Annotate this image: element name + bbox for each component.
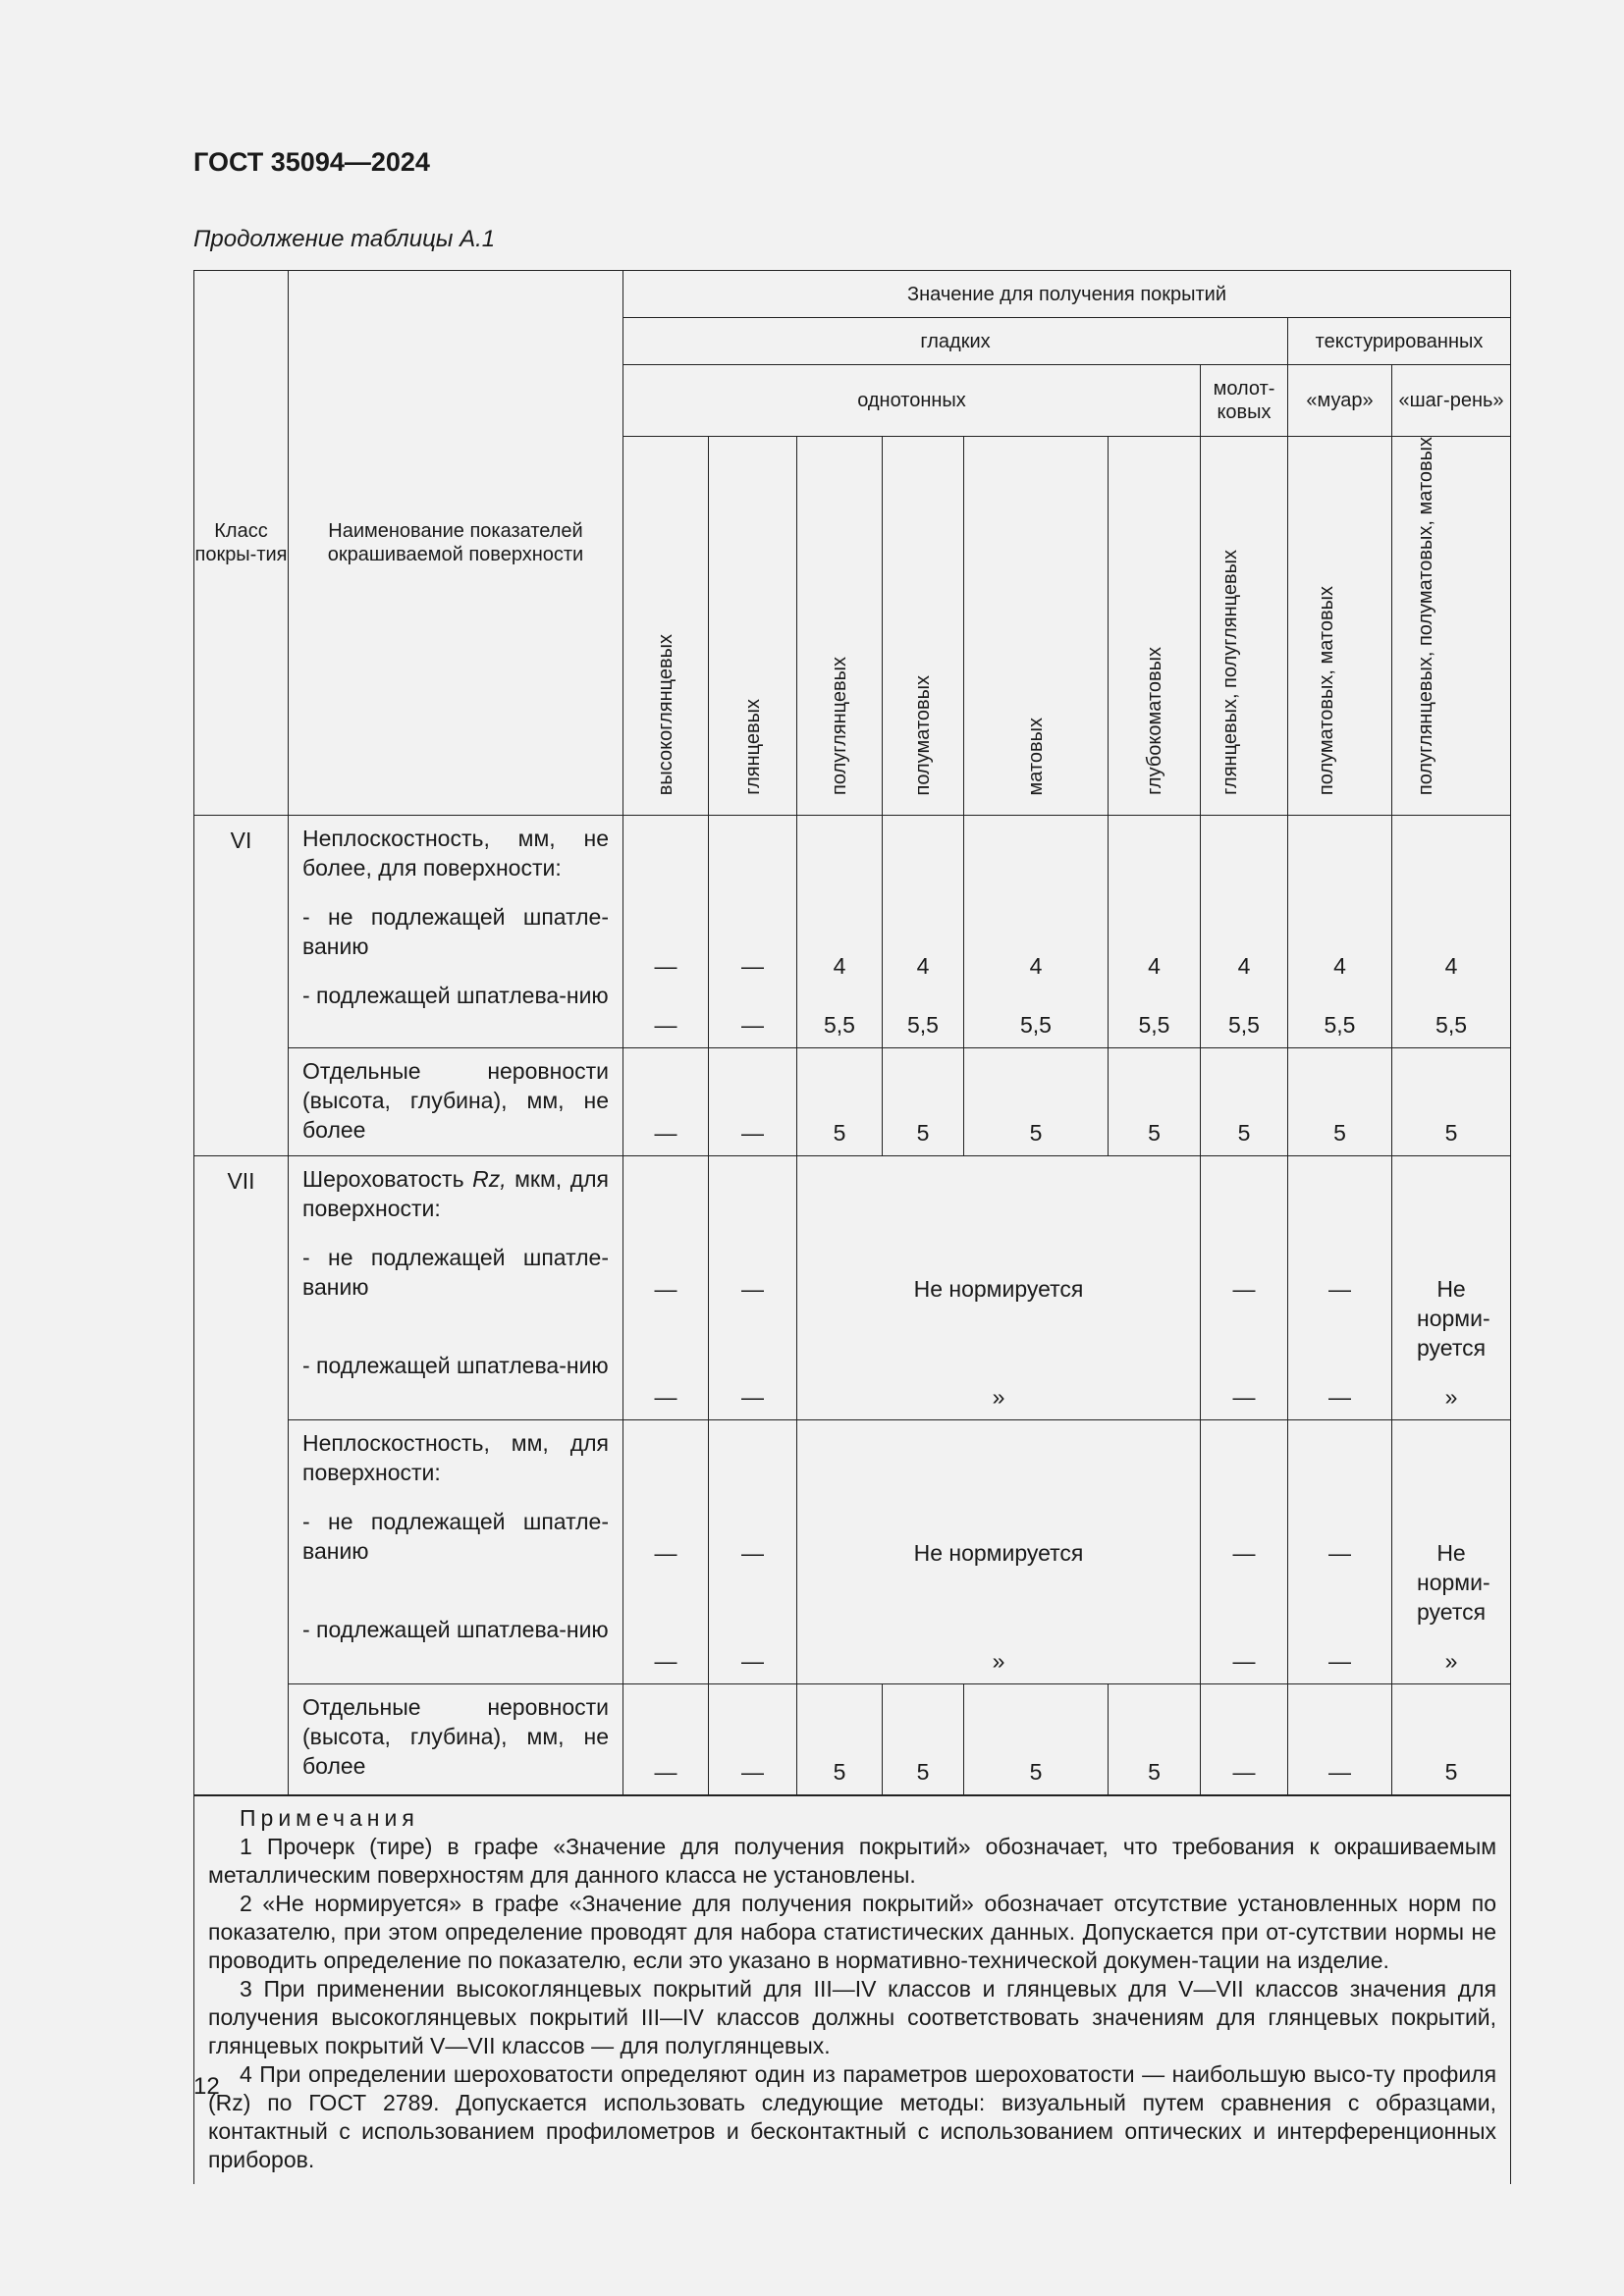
vii-unevenness-value: —: [1201, 1684, 1288, 1795]
vii-unevenness-value: —: [709, 1684, 797, 1795]
vi-unevenness-value: 5: [1109, 1048, 1201, 1156]
vi-flatness-value: — —: [623, 816, 709, 1048]
vii-unevenness-value: 5: [883, 1684, 964, 1795]
vi-unevenness-value: —: [709, 1048, 797, 1156]
notes-title: Примечания: [240, 1804, 419, 1831]
vii-flatness-value: — —: [623, 1420, 709, 1684]
vii-flatness-value: — —: [1288, 1420, 1392, 1684]
class-vi: VI: [194, 816, 289, 1156]
vii-unevenness-value: 5: [1109, 1684, 1201, 1795]
note-item: 1 Прочерк (тире) в графе «Значение для получения покрытий» обозначает, что требования к окрашиваемым металлическим поверхностям для данного класса не установлены.: [208, 1833, 1497, 1888]
vii-unevenness-value: —: [623, 1684, 709, 1795]
vii-roughness-value: Не норми-руется »: [1392, 1156, 1511, 1420]
note-item: 2 «Не нормируется» в графе «Значение для получения покрытий» обозначает отсутствие установленных норм по показателю, при этом определение проводят для набора статистических данных. Допускается при от-сутствии нормы не проводить определение по показателю, если это указано в нормативно-технической докумен-тации на изделие.: [208, 1890, 1497, 1973]
notes-cell: [194, 1795, 1511, 2184]
vii-roughness-value: — —: [1288, 1156, 1392, 1420]
vii-roughness-not-normed: Не нормируется »: [797, 1156, 1201, 1420]
vii-flatness-name: Неплоскостность, мм, для поверхности: - не подлежащей шпатле-ванию - подлежащей шпатлева-нию: [289, 1420, 623, 1684]
subheader-semi-matte: полуматовых: [883, 437, 964, 816]
vii-unevenness-value: 5: [797, 1684, 883, 1795]
page-number: 12: [193, 2073, 220, 2100]
vi-unevenness-value: 5: [797, 1048, 883, 1156]
vi-flatness-value: 4 5,5: [964, 816, 1109, 1048]
vi-flatness-value: — —: [709, 816, 797, 1048]
subheader-semimatte-matte: полуматовых, матовых: [1288, 437, 1392, 816]
vii-unevenness-name: Отдельные неровности (высота, глубина), мм, не более: [289, 1684, 623, 1795]
vii-flatness-value: Не норми-руется »: [1392, 1420, 1511, 1684]
vi-flatness-value: 4 5,5: [1288, 816, 1392, 1048]
subheader-gloss-semigloss: глянцевых, полуглянцевых: [1201, 437, 1288, 816]
note-item: 3 При применении высокоглянцевых покрытий для III—IV классов и глянцевых для V—VII классов значения для получения высокоглянцевых покрытий III—IV классов должны соответствовать значениям для глянцевых покрытий, глянцевых покрытий V—VII классов — для полуглянцевых.: [208, 1975, 1497, 2058]
class-vii: VII: [194, 1156, 289, 1795]
vii-roughness-value: — —: [1201, 1156, 1288, 1420]
vi-flatness-value: 4 5,5: [883, 816, 964, 1048]
header-smooth: гладких: [623, 318, 1288, 365]
vi-unevenness-value: —: [623, 1048, 709, 1156]
vi-flatness-value: 4 5,5: [1392, 816, 1511, 1048]
vi-unevenness-value: 5: [1288, 1048, 1392, 1156]
header-indicator-name: Наименование показателей окрашиваемой поверхности: [289, 271, 623, 816]
vii-unevenness-value: —: [1288, 1684, 1392, 1795]
vi-unevenness-name: Отдельные неровности (высота, глубина), мм, не более: [289, 1048, 623, 1156]
header-coating-values: Значение для получения покрытий: [623, 271, 1511, 318]
header-plain: однотонных: [623, 365, 1201, 437]
vi-unevenness-value: 5: [1392, 1048, 1511, 1156]
notes: [194, 1796, 1510, 2184]
vii-flatness-value: — —: [1201, 1420, 1288, 1684]
vii-flatness-not-normed: Не нормируется »: [797, 1420, 1201, 1684]
vii-roughness-value: — —: [709, 1156, 797, 1420]
note-item: 4 При определении шероховатости определяют один из параметров шероховатости — наибольшую высо-ту профиля (Rz) по ГОСТ 2789. Допускается использовать следующие методы: визуальный путем сравнения с образцами, контактный с использованием профилометров и бесконтактный с использованием оптических и интерференционных приборов.: [208, 2060, 1497, 2172]
header-textured: текстурированных: [1288, 318, 1511, 365]
vii-unevenness-value: 5: [1392, 1684, 1511, 1795]
subheader-matte: матовых: [964, 437, 1109, 816]
subheader-semigloss-semimatte-matte: полуглянцевых, полуматовых, матовых: [1392, 437, 1511, 816]
document-number: ГОСТ 35094—2024: [193, 147, 430, 177]
subheader-semi-gloss: полуглянцевых: [797, 437, 883, 816]
vi-unevenness-value: 5: [883, 1048, 964, 1156]
vi-flatness-name: Неплоскостность, мм, не более, для поверхности: - не подлежащей шпатле-ванию - подлежащей шпатлева-нию: [289, 816, 623, 1048]
header-moire: «муар»: [1288, 365, 1392, 437]
header-hammer: молот-ковых: [1201, 365, 1288, 437]
subheader-gloss: глянцевых: [709, 437, 797, 816]
vii-roughness-value: — —: [623, 1156, 709, 1420]
header-class: Класс покры-тия: [194, 271, 289, 816]
vi-flatness-value: 4 5,5: [1201, 816, 1288, 1048]
vi-flatness-value: 4 5,5: [797, 816, 883, 1048]
requirements-table: [193, 270, 1511, 2184]
vi-unevenness-value: 5: [1201, 1048, 1288, 1156]
subheader-deep-matte: глубокоматовых: [1109, 437, 1201, 816]
vi-unevenness-value: 5: [964, 1048, 1109, 1156]
vii-flatness-value: — —: [709, 1420, 797, 1684]
table-caption: Продолжение таблицы А.1: [193, 226, 496, 252]
vii-roughness-name: Шероховатость Rz, мкм, для поверхности: - не подлежащей шпатле-ванию - подлежащей шпатлева-нию: [289, 1156, 623, 1420]
subheader-high-gloss: высокоглянцевых: [623, 437, 709, 816]
vii-unevenness-value: 5: [964, 1684, 1109, 1795]
header-shagreen: «шаг-рень»: [1392, 365, 1511, 437]
vi-flatness-value: 4 5,5: [1109, 816, 1201, 1048]
